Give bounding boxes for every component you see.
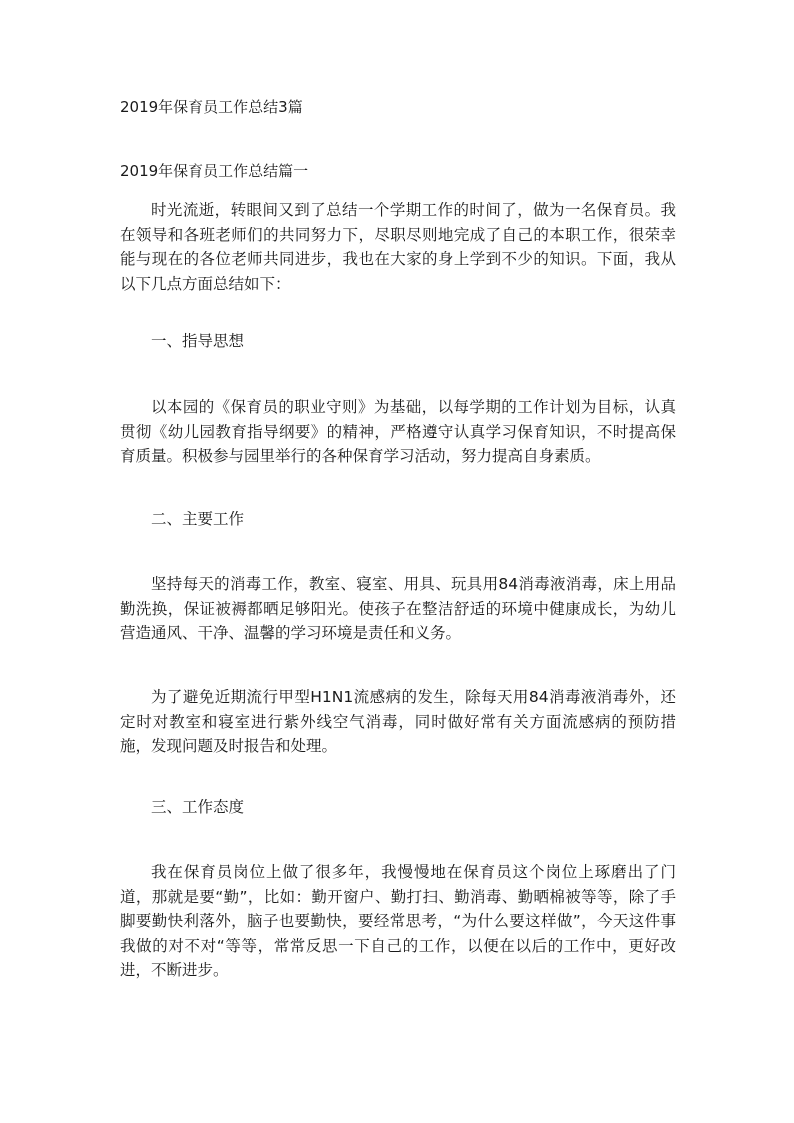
- paragraph-main-work-disinfection: 坚持每天的消毒工作，教室、寝室、用具、玩具用84消毒液消毒，床上用品勤洗换，保证被褥都晒足够阳光。使孩子在整洁舒适的环境中健康成长，为幼儿营造通风、干净、温馨的学习环境是责任和义务。: [120, 575, 676, 642]
- paragraph-guiding-thought: 以本园的《保育员的职业守则》为基础，以每学期的工作计划为目标，认真贯彻《幼儿园教育指导纲要》的精神，严格遵守认真学习保育知识，不时提高保育质量。积极参与园里举行的各种保育学习活动，努力提高自身素质。: [120, 398, 676, 465]
- intro-paragraph: 时光流逝，转眼间又到了总结一个学期工作的时间了，做为一名保育员。我在领导和各班老师们的共同努力下，尽职尽则地完成了自己的本职工作，很荣幸能与现在的各位老师共同进步，我也在大家的身上学到不少的知识。下面，我从以下几点方面总结如下：: [120, 201, 676, 293]
- heading-guiding-thought: 一、指导思想: [151, 332, 245, 350]
- paragraph-main-work-flu-prevention: 为了避免近期流行甲型H1N1流感病的发生，除每天用84消毒液消毒外，还定时对教室和寝室进行紫外线空气消毒，同时做好常有关方面流感病的预防措施，发现问题及时报告和处理。: [120, 688, 676, 755]
- paragraph-work-attitude: 我在保育员岗位上做了很多年，我慢慢地在保育员这个岗位上琢磨出了门道，那就是要“勤”，比如：勤开窗户、勤打扫、勤消毒、勤晒棉被等等，除了手脚要勤快利落外，脑子也要勤快，要经常思考，“为什么要这样做”，今天这件事我做的对不对“等等，常常反思一下自己的工作，以便在以后的工作中，更好改进，不断进步。: [120, 863, 676, 979]
- section-title: 2019年保育员工作总结篇一: [120, 162, 309, 180]
- heading-work-attitude: 三、工作态度: [151, 798, 245, 816]
- heading-main-work: 二、主要工作: [151, 510, 245, 528]
- document-title: 2019年保育员工作总结3篇: [120, 98, 303, 116]
